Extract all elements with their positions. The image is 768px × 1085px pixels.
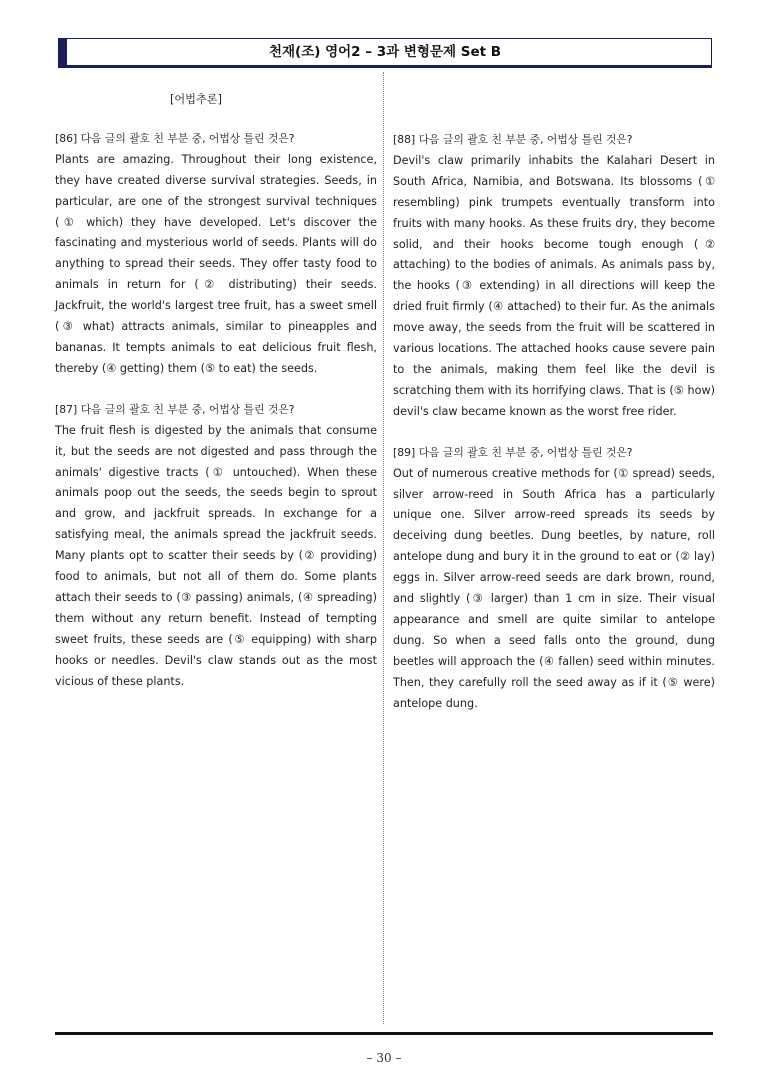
- question-number: [89]: [393, 445, 416, 459]
- left-column: [55, 90, 377, 712]
- question-prompt: 다음 글의 괄호 친 부분 중, 어법상 틀린 것은?: [80, 131, 295, 145]
- question-passage: Out of numerous creative methods for (① spread) seeds, silver arrow-reed in South Africa has a particularly unique one. Silver arrow-reed spreads its seeds by deceiving dung beetles. Dung beetles, by nature, roll antelope dung and bury it in the ground to eat or (② lay) eggs in. Silver arrow-reed seeds are dark brown, round, and slightly (③ larger) than 1 cm in size. Their visual appearance and smell are quite similar to antelope dung. So when a seed falls onto the ground, dung beetles will approach the (④ fallen) seed within minutes. Then, they carefully roll the seed away as if it (⑤ were) antelope dung.: [393, 466, 715, 710]
- page-number: – 30 –: [366, 1051, 402, 1065]
- question-header: [393, 130, 715, 151]
- question-89: [393, 443, 715, 715]
- question-passage: Devil's claw primarily inhabits the Kalahari Desert in South Africa, Namibia, and Botswana. Its blossoms (① resembling) pink trumpets eventually transform into fruits with many hooks. As these fruits dry, they become solid, and their hooks become tough enough (② attaching) to the bodies of animals. As animals pass by, the hooks (③ extending) in all directions will keep the dried fruit firmly (④ attached) to their fur. As the animals move away, the seeds from the fruit will be scattered in various locations. The attached hooks cause severe pain to the animals, making them feel like the devil is scratching them with its horrifying claws. That is (⑤ how) devil's claw became known as the worst free rider.: [393, 153, 715, 418]
- question-header: [393, 443, 715, 464]
- question-prompt: 다음 글의 괄호 친 부분 중, 어법상 틀린 것은?: [418, 133, 633, 146]
- title-box: [58, 38, 712, 66]
- question-header: [55, 129, 377, 150]
- question-number: [86]: [55, 131, 78, 145]
- question-prompt: 다음 글의 괄호 친 부분 중, 어법상 틀린 것은?: [80, 402, 295, 416]
- question-passage: Plants are amazing. Throughout their long existence, they have created diverse survival strategies. Seeds, in particular, are one of the strongest survival techniques (① which) they have developed. Let's discover the fascinating and mysterious world of seeds. Plants will do anything to spread their seeds. They offer tasty food to animals in return for (② distributing) their seeds. Jackfruit, the world's largest tree fruit, has a sweet smell (③ what) attracts animals, similar to pineapples and bananas. It tempts animals to eat delicious fruit flesh, thereby (④ getting) them (⑤ to eat) the seeds.: [55, 152, 377, 375]
- question-88: [393, 130, 715, 423]
- footer-rule: [55, 1032, 713, 1035]
- question-number: [88]: [393, 133, 416, 146]
- question-number: [87]: [55, 402, 78, 416]
- question-86: [55, 129, 377, 380]
- question-header: [55, 400, 377, 421]
- page-title: 천재(조) 영어2 – 3과 변형문제 Set B: [268, 44, 502, 60]
- question-passage: The fruit flesh is digested by the animals that consume it, but the seeds are not digested and pass through the animals' digestive tracts (① untouched). When these animals poop out the seeds, the seeds begin to sprout and grow, and jackfruit spreads. In exchange for a satisfying meal, the animals spread the jackfruit seeds. Many plants opt to scatter their seeds by (② providing) food to animals, but not all of them do. Some plants attach their seeds to (③ passing) animals, (④ spreading) them without any return benefit. Instead of tempting sweet fruits, these seeds are (⑤ equipping) with sharp hooks or needles. Devil's claw stands out as the most vicious of these plants.: [55, 423, 377, 688]
- section-label: [어법추론]: [170, 93, 222, 106]
- question-87: [55, 400, 377, 693]
- column-divider: [383, 72, 384, 1024]
- question-prompt: 다음 글의 괄호 친 부분 중, 어법상 틀린 것은?: [418, 445, 633, 459]
- right-column: [393, 130, 715, 734]
